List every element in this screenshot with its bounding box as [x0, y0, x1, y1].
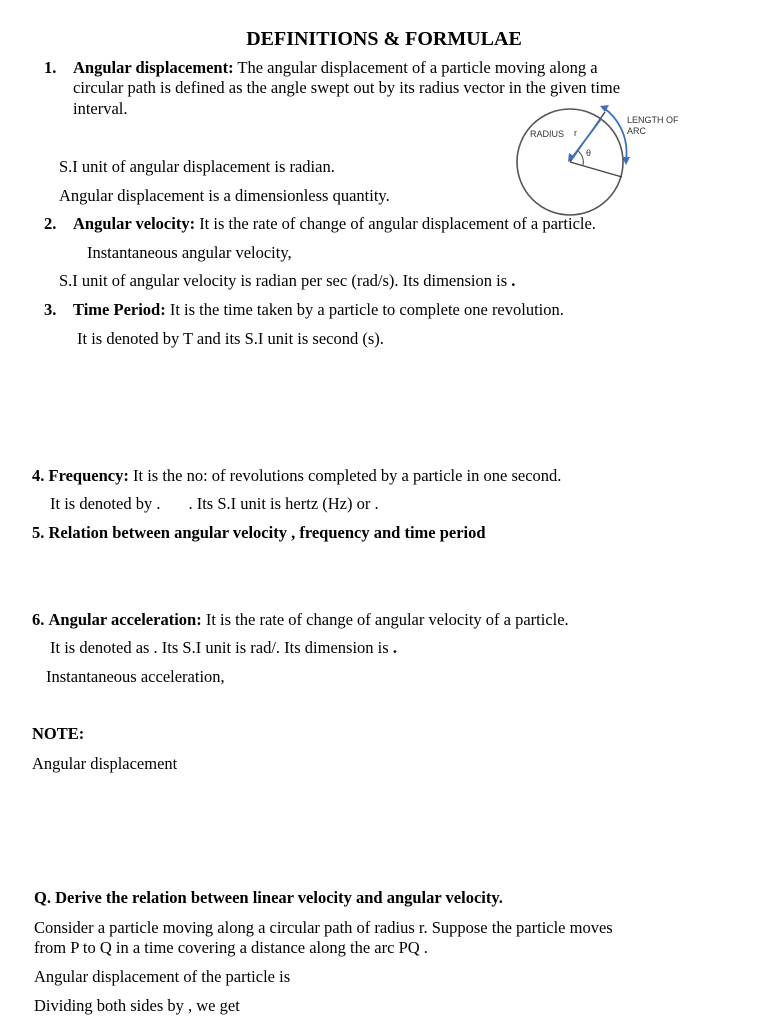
definition-text: It is the no: of revolutions completed by a particle in one second.	[132, 466, 562, 485]
dimension-text: Angular displacement is a dimensionless quantity.	[59, 186, 390, 205]
definition-line: The angular displacement of a particle moving along a	[237, 58, 598, 77]
item-angular-acceleration	[32, 610, 569, 630]
denoted-end: .	[392, 638, 397, 657]
instantaneous-acceleration: Instantaneous acceleration,	[46, 667, 225, 686]
frequency-denoted	[50, 494, 379, 514]
note-heading: NOTE:	[32, 724, 85, 743]
r-label: r	[574, 128, 577, 138]
item-number: 2.	[44, 214, 57, 233]
time-period-denoted: It is denoted by T and its S.I unit is second (s).	[77, 329, 384, 348]
radius-line-lower	[570, 162, 622, 177]
unit-text: S.I unit of angular velocity is radian per sec (rad/s). Its dimension is	[59, 271, 508, 290]
term-angular-velocity: Angular velocity:	[73, 214, 196, 233]
denoted-text-b: . Its S.I unit is hertz (Hz) or .	[188, 494, 379, 513]
question-line: Dividing both sides by , we get	[34, 996, 240, 1015]
definition-text: It is the time taken by a particle to complete one revolution.	[169, 300, 564, 319]
term-angular-displacement: Angular displacement:	[73, 58, 234, 77]
term-angular-acceleration: Angular acceleration:	[48, 610, 202, 629]
arc-label-line1: LENGTH OF	[627, 115, 679, 125]
definition-line: interval.	[73, 99, 128, 118]
question-line: Angular displacement of the particle is	[34, 967, 291, 986]
note-text: Angular displacement	[32, 754, 178, 773]
item-angular-displacement	[44, 58, 598, 78]
item-number: 1.	[44, 58, 57, 77]
item-time-period	[44, 300, 564, 320]
definition-line: circular path is defined as the angle swept out by its radius vector in the given time	[73, 78, 621, 97]
item-number: 5.	[32, 523, 45, 542]
arc-label-line2: ARC	[627, 126, 647, 136]
denoted-text-a: It is denoted by .	[50, 494, 161, 513]
term-frequency: Frequency:	[48, 466, 129, 485]
question-heading: Q. Derive the relation between linear velocity and angular velocity.	[34, 888, 503, 907]
term-time-period: Time Period:	[73, 300, 166, 319]
theta-arc	[578, 151, 583, 165]
question-line: Consider a particle moving along a circular path of radius r. Suppose the particle moves	[34, 918, 613, 937]
arc-length-figure	[508, 104, 698, 216]
radius-label: RADIUS	[530, 129, 565, 139]
term-relation: Relation between angular velocity , frequency and time period	[48, 523, 486, 542]
angular-velocity-unit	[59, 271, 515, 291]
question-line: from P to Q in a time covering a distance along the arc PQ .	[34, 938, 428, 957]
item-number: 4.	[32, 466, 45, 485]
si-unit-text: S.I unit of angular displacement is radian.	[59, 157, 335, 176]
definition-text: It is the rate of change of angular velocity of a particle.	[205, 610, 569, 629]
item-frequency	[32, 466, 561, 486]
item-number: 6.	[32, 610, 45, 629]
item-relation	[32, 523, 486, 543]
item-angular-velocity	[44, 214, 596, 234]
instantaneous-angular-velocity: Instantaneous angular velocity,	[87, 243, 292, 262]
theta-label: θ	[586, 148, 592, 158]
denoted-text: It is denoted as . Its S.I unit is rad/. Its dimension is	[50, 638, 389, 657]
angular-acceleration-denoted	[50, 638, 397, 658]
unit-end: .	[511, 271, 516, 290]
item-number: 3.	[44, 300, 57, 319]
page-title: DEFINITIONS & FORMULAE	[246, 28, 522, 50]
definition-text: It is the rate of change of angular displacement of a particle.	[199, 214, 596, 233]
